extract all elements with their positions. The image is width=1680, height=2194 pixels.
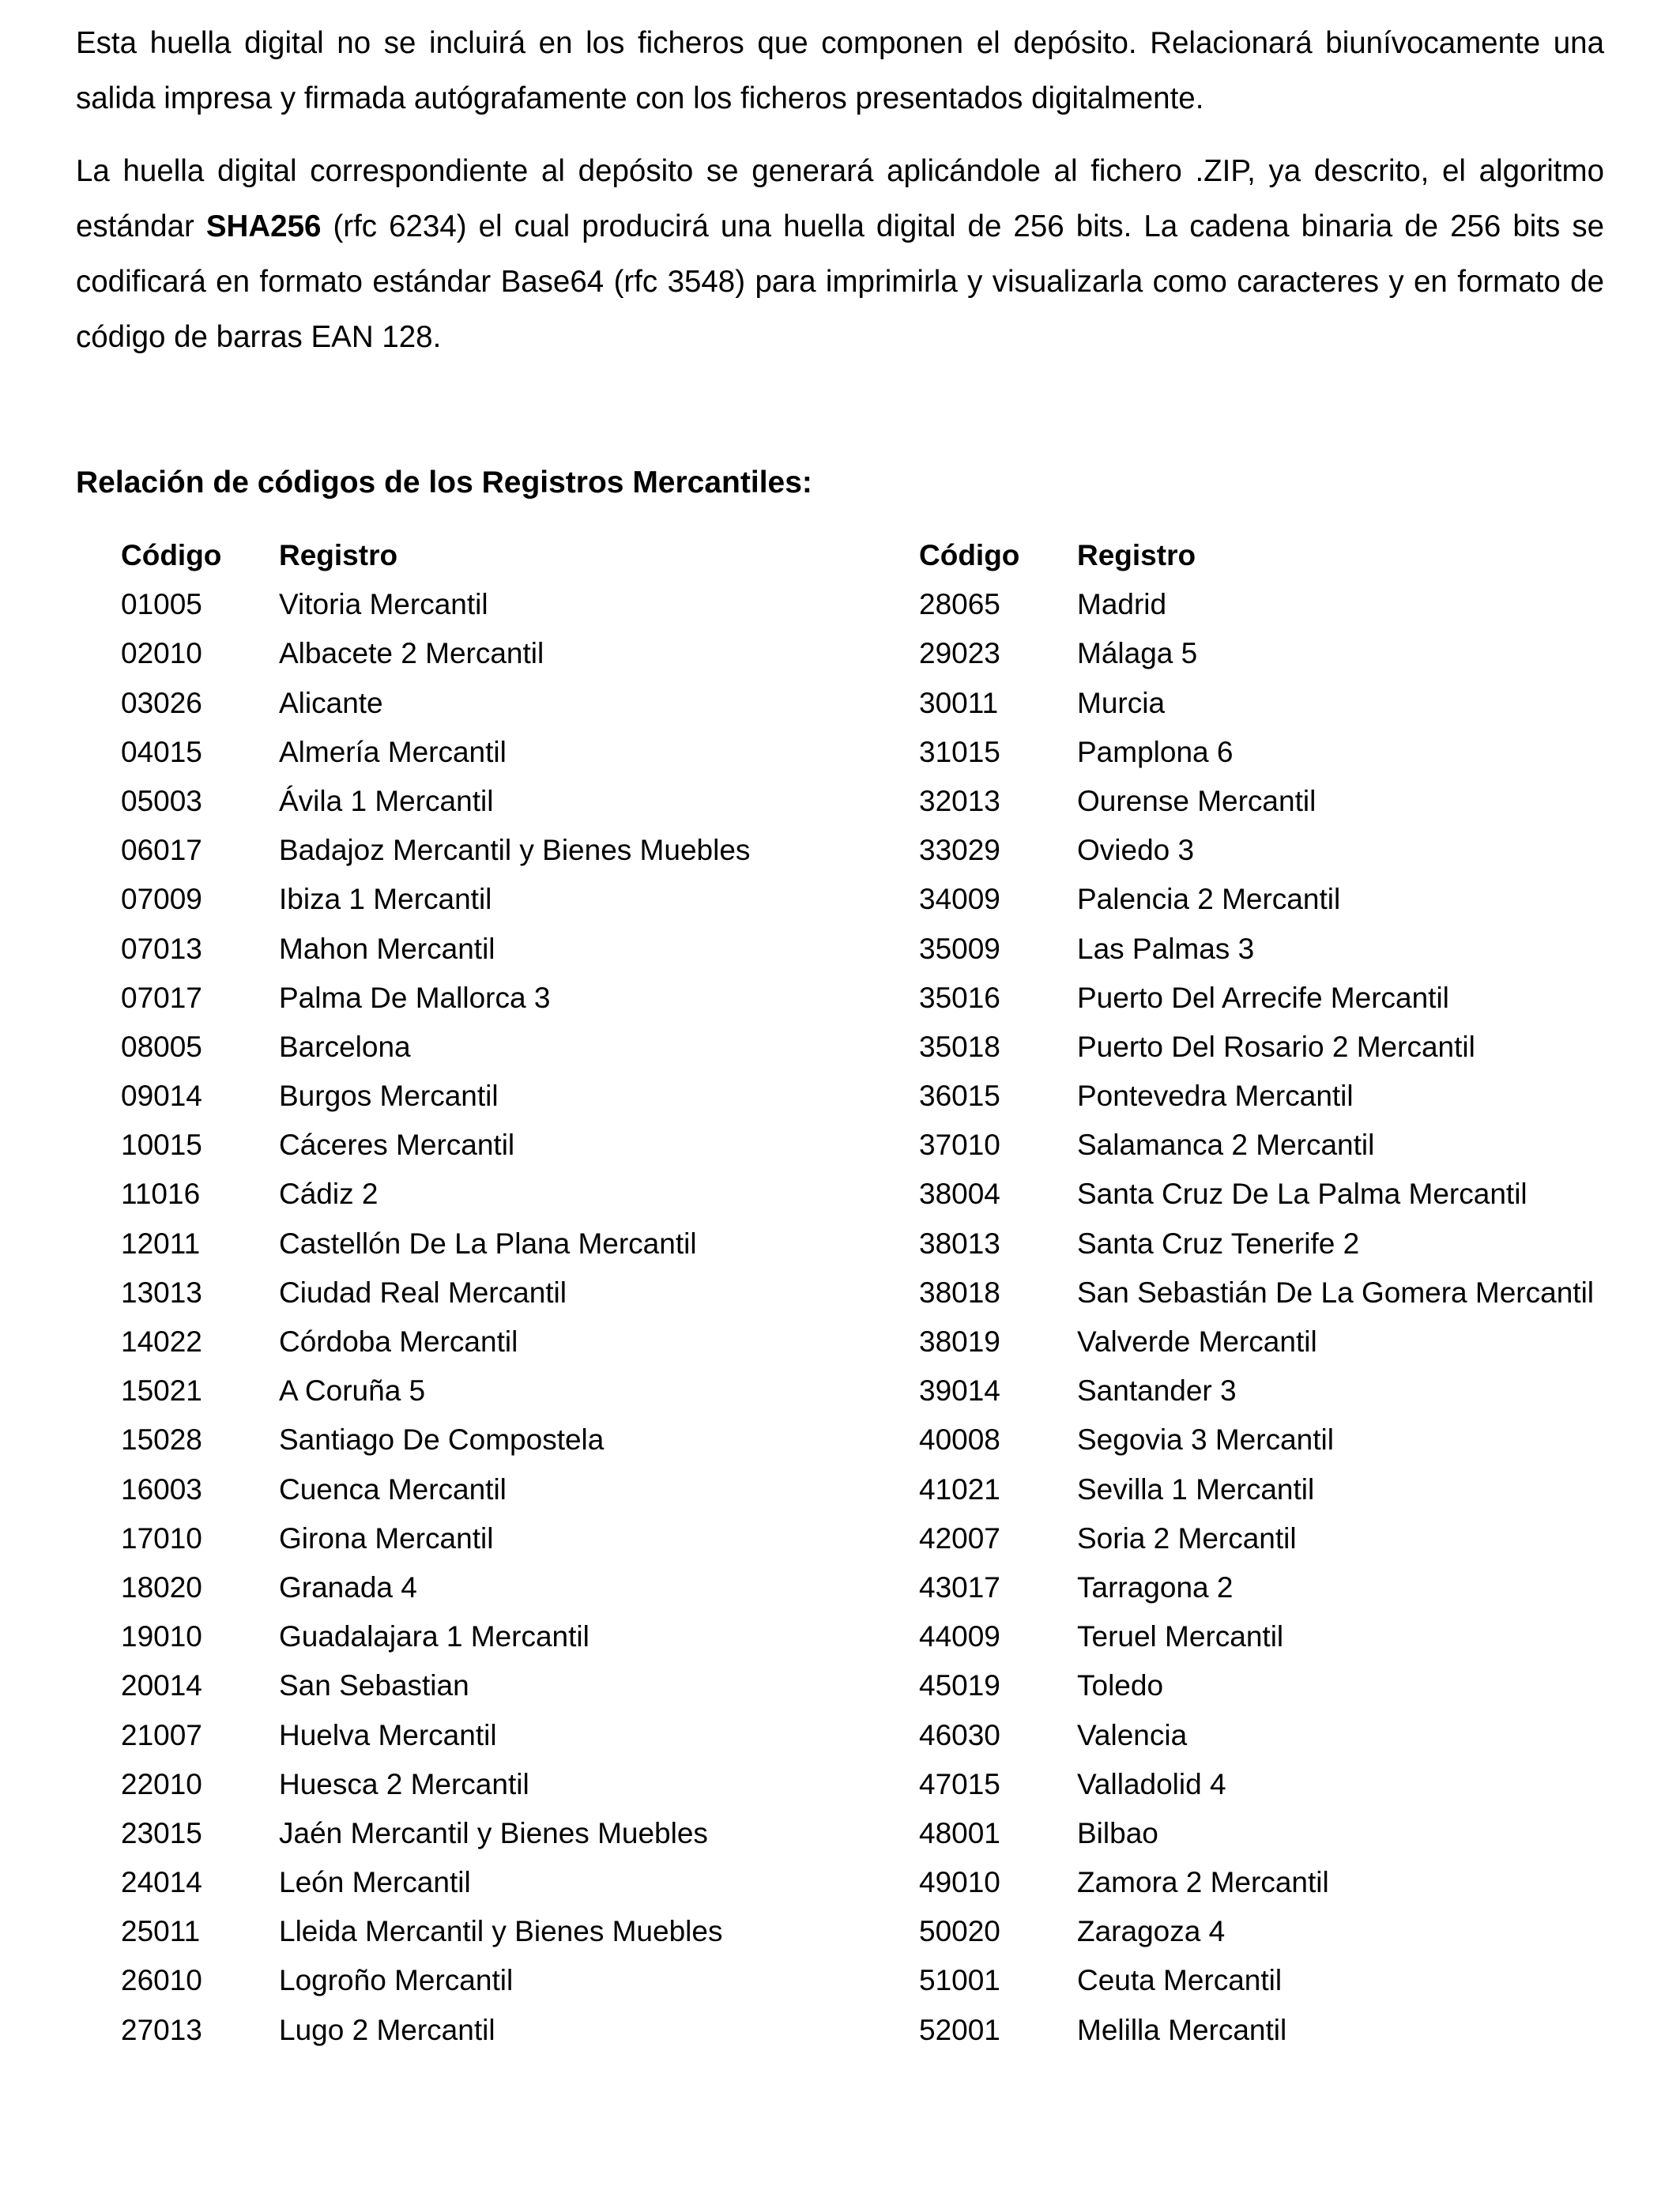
registry-name: Murcia <box>1077 686 1166 719</box>
registry-name: Alicante <box>279 686 383 719</box>
registry-code: 30011 <box>919 686 999 719</box>
registry-code: 01005 <box>121 588 202 621</box>
registry-name: Lugo 2 Mercantil <box>279 2013 495 2046</box>
registry-name: Burgos Mercantil <box>279 1080 499 1113</box>
registry-name: Santa Cruz Tenerife 2 <box>1077 1227 1360 1260</box>
registry-code: 03026 <box>121 686 202 719</box>
registry-code: 15021 <box>121 1374 202 1408</box>
registry-code: 24014 <box>121 1866 202 1899</box>
registry-code: 49010 <box>919 1866 1000 1899</box>
registry-code: 08005 <box>121 1030 202 1063</box>
registry-code: 05003 <box>121 784 202 817</box>
registry-code: 23015 <box>121 1816 202 1849</box>
registry-code: 34009 <box>919 883 1000 916</box>
registry-name: Bilbao <box>1077 1816 1158 1849</box>
registry-name: Jaén Mercantil y Bienes Muebles <box>279 1816 708 1849</box>
registry-name: Ourense Mercantil <box>1077 784 1317 817</box>
registry-code: 16003 <box>121 1472 202 1506</box>
document-page <box>76 16 1604 2046</box>
registry-code: 17010 <box>121 1521 202 1555</box>
registry-code: 38013 <box>919 1227 1000 1260</box>
registry-code: 50020 <box>919 1915 1000 1948</box>
intro-p2-before: La huella digital correspondiente al depósito se generará aplicándole al fichero .ZIP, ya descrito, el algoritmo estándar <box>76 154 1604 243</box>
registry-code: 21007 <box>121 1718 202 1751</box>
registry-name: Pontevedra Mercantil <box>1077 1080 1354 1113</box>
registry-code: 48001 <box>919 1816 1000 1849</box>
registry-code: 19010 <box>121 1620 202 1653</box>
registry-code: 45019 <box>919 1669 1000 1702</box>
registry-name: Tarragona 2 <box>1077 1570 1234 1604</box>
registry-name: Huelva Mercantil <box>279 1718 497 1751</box>
registry-code: 33029 <box>919 834 1000 867</box>
registry-code: 43017 <box>919 1570 1000 1604</box>
registry-name: Soria 2 Mercantil <box>1077 1521 1297 1555</box>
algorithm-name: SHA256 <box>205 209 322 243</box>
header-registry: Registro <box>279 539 398 571</box>
registry-name: Las Palmas 3 <box>1077 932 1255 965</box>
registry-code: 26010 <box>121 1964 202 1997</box>
registry-code: 35016 <box>919 981 1000 1014</box>
registry-name: Córdoba Mercantil <box>279 1325 518 1358</box>
registry-name: Valverde Mercantil <box>1077 1325 1317 1358</box>
registry-name: Barcelona <box>279 1030 411 1063</box>
registry-code: 15028 <box>121 1423 202 1457</box>
registry-name: Ciudad Real Mercantil <box>279 1276 567 1309</box>
registry-name: Sevilla 1 Mercantil <box>1077 1472 1315 1506</box>
registry-code: 22010 <box>121 1767 202 1800</box>
registry-code: 29023 <box>919 637 1000 670</box>
registry-name: Granada 4 <box>279 1570 417 1604</box>
registry-name: Pamplona 6 <box>1077 735 1234 768</box>
registry-code: 38019 <box>919 1325 1000 1358</box>
registry-name: Toledo <box>1077 1669 1164 1702</box>
registry-code: 51001 <box>919 1964 1000 1997</box>
registry-code: 11016 <box>121 1178 201 1211</box>
registry-code: 31015 <box>919 735 1000 768</box>
registry-name: Puerto Del Rosario 2 Mercantil <box>1077 1030 1475 1063</box>
registry-name: Mahon Mercantil <box>279 932 495 965</box>
registry-name: Ibiza 1 Mercantil <box>279 883 492 916</box>
registry-code: 02010 <box>121 637 202 670</box>
registry-name: Santa Cruz De La Palma Mercantil <box>1077 1178 1527 1211</box>
registry-name: Salamanca 2 Mercantil <box>1077 1129 1375 1162</box>
registry-code: 07013 <box>121 932 202 965</box>
registry-name: Ceuta Mercantil <box>1077 1964 1283 1997</box>
registry-name: Cádiz 2 <box>279 1178 379 1211</box>
registry-code: 10015 <box>121 1129 202 1162</box>
registry-code: 44009 <box>919 1620 1000 1653</box>
registry-code: 42007 <box>919 1521 1000 1555</box>
registry-name: Segovia 3 Mercantil <box>1077 1423 1334 1457</box>
registry-code: 09014 <box>121 1080 202 1113</box>
registry-code: 18020 <box>121 1570 202 1604</box>
registry-name: Valencia <box>1077 1718 1188 1751</box>
header-registry: Registro <box>1077 539 1196 571</box>
intro-paragraph-1: Esta huella digital no se incluirá en los ficheros que componen el depósito. Relacionará biunívocamente una salida impresa y firmada autógrafamente con los ficheros presentados digitalmente. <box>76 26 1604 115</box>
registry-code: 38018 <box>919 1276 1000 1309</box>
intro-p2-after: (rfc 6234) el cual producirá una huella digital de 256 bits. La cadena binaria de 256 bits se codificará en formato estándar Base64 (rfc 3548) para imprimirla y visualizarla como caracteres y en formato de código de barras EAN 128. <box>76 209 1604 354</box>
registry-name: Huesca 2 Mercantil <box>279 1767 529 1800</box>
registry-name: Oviedo 3 <box>1077 834 1195 867</box>
registry-code: 25011 <box>121 1915 201 1948</box>
registry-name: Málaga 5 <box>1077 637 1198 670</box>
registry-code: 40008 <box>919 1423 1000 1457</box>
registry-name: Ávila 1 Mercantil <box>279 784 494 817</box>
registry-code: 20014 <box>121 1669 202 1702</box>
registry-name: León Mercantil <box>279 1866 471 1899</box>
registry-code: 07009 <box>121 883 202 916</box>
registry-name: Lleida Mercantil y Bienes Muebles <box>279 1915 723 1948</box>
registry-name: Albacete 2 Mercantil <box>279 637 544 670</box>
registry-codes-table <box>76 531 1604 2080</box>
registry-code: 35018 <box>919 1030 1000 1063</box>
registry-code: 47015 <box>919 1767 1000 1800</box>
registry-code: 39014 <box>919 1374 1000 1408</box>
registry-code: 28065 <box>919 588 1000 621</box>
registry-code: 07017 <box>121 981 202 1014</box>
registry-code: 35009 <box>919 932 1000 965</box>
section-title: Relación de códigos de los Registros Mercantiles: <box>76 466 812 499</box>
registry-name: Zamora 2 Mercantil <box>1077 1866 1329 1899</box>
registry-code: 14022 <box>121 1325 202 1358</box>
registry-code: 04015 <box>121 735 202 768</box>
registry-name: Santander 3 <box>1077 1374 1237 1408</box>
registry-code: 46030 <box>919 1718 1000 1751</box>
registry-code: 37010 <box>919 1129 1000 1162</box>
registry-code: 06017 <box>121 834 202 867</box>
header-code: Código <box>121 539 222 571</box>
registry-code: 52001 <box>919 2013 1000 2046</box>
registry-name: Logroño Mercantil <box>279 1964 514 1997</box>
registry-name: Guadalajara 1 Mercantil <box>279 1620 590 1653</box>
registry-name: Puerto Del Arrecife Mercantil <box>1077 981 1449 1014</box>
header-code: Código <box>919 539 1020 571</box>
registry-name: Madrid <box>1077 588 1167 621</box>
registry-name: Zaragoza 4 <box>1077 1915 1226 1948</box>
registry-code: 13013 <box>121 1276 202 1309</box>
registry-code: 27013 <box>121 2013 202 2046</box>
registry-name: A Coruña 5 <box>279 1374 426 1408</box>
registry-name: Palencia 2 Mercantil <box>1077 883 1341 916</box>
registry-code: 32013 <box>919 784 1000 817</box>
registry-name: Palma De Mallorca 3 <box>279 981 551 1014</box>
registry-code: 12011 <box>121 1227 201 1260</box>
registry-name: Melilla Mercantil <box>1077 2013 1287 2046</box>
registry-name: Teruel Mercantil <box>1077 1620 1284 1653</box>
registry-name: Vitoria Mercantil <box>279 588 488 621</box>
registry-name: Almería Mercantil <box>279 735 507 768</box>
registry-name: Santiago De Compostela <box>279 1423 605 1457</box>
intro-paragraph-2 <box>76 144 1604 365</box>
registry-name: Badajoz Mercantil y Bienes Muebles <box>279 834 751 867</box>
registry-name: Girona Mercantil <box>279 1521 494 1555</box>
registry-name: San Sebastian <box>279 1669 469 1702</box>
registry-name: San Sebastián De La Gomera Mercantil <box>1077 1276 1595 1309</box>
registry-code: 36015 <box>919 1080 1000 1113</box>
registry-name: Valladolid 4 <box>1077 1767 1226 1800</box>
registry-name: Cáceres Mercantil <box>279 1129 515 1162</box>
registry-name: Cuenca Mercantil <box>279 1472 507 1506</box>
registry-code: 38004 <box>919 1178 1000 1211</box>
registry-name: Castellón De La Plana Mercantil <box>279 1227 697 1260</box>
registry-code: 41021 <box>919 1472 1000 1506</box>
